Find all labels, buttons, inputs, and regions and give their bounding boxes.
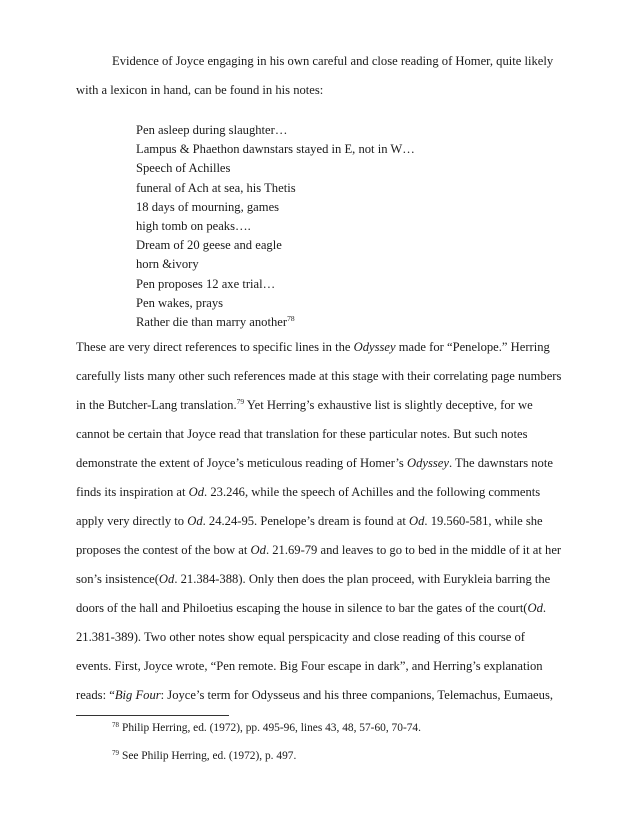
footnote-number: 78 [112,721,119,729]
note-line: Lampus & Phaethon dawnstars stayed in E, not in W… [136,142,415,157]
footnote-ref-78[interactable]: 78 [287,314,295,324]
body-line [76,391,566,420]
text-run: proposes the contest of the bow at [76,543,251,557]
footnote-separator [76,715,229,716]
intro-paragraph [76,47,566,105]
note-line: funeral of Ach at sea, his Thetis [136,180,296,195]
intro-text-1: Evidence of Joyce engaging in his own careful and close reading of Homer, quite likely [112,54,554,68]
text-run: . 23.246, while the speech of Achilles and the following comments [204,485,541,499]
note-line: Pen proposes 12 axe trial… [136,276,276,291]
note-line: Dream of 20 geese and eagle [136,238,282,253]
body-line: carefully lists many other such references made at this stage with their correlating page numbers [76,369,562,383]
italic-title: Odyssey [353,340,396,354]
italic-title: Odyssey [406,456,449,470]
note-line: Speech of Achilles [136,161,231,176]
body-line [76,449,566,478]
note-line: Pen wakes, prays [136,295,224,310]
text-run: . [542,601,547,615]
italic-abbrev: Od [527,601,543,615]
text-run: made for “Penelope.” Herring [395,340,550,354]
italic-abbrev: Od [188,485,205,499]
text-run: finds its inspiration at [76,485,189,499]
text-run: . 21.384-388). Only then does the plan proceed, with Eurykleia barring the [174,572,551,586]
note-line-last [136,313,415,332]
italic-abbrev: Od [187,514,203,528]
body-line [76,507,566,536]
text-run: . 24.24-95. Penelope’s dream is found at [202,514,409,528]
text-run: Yet Herring’s exhaustive list is slightly deceptive, for we [244,398,533,412]
body-line [76,478,566,507]
text-run: reads: “ [76,688,115,702]
note-line: high tomb on peaks…. [136,219,251,234]
note-line: Pen asleep during slaughter… [136,123,288,137]
note-line: horn &ivory [136,257,199,272]
text-run: : Joyce’s term for Odysseus and his three companions, Telemachus, Eumaeus, [160,688,553,702]
body-line [76,681,566,710]
italic-abbrev: Od [250,543,266,557]
footnote-text: See Philip Herring, ed. (1972), p. 497. [122,750,297,762]
body-line [76,565,566,594]
text-run: . 21.69-79 and leaves to go to bed in the middle of it at her [265,543,562,557]
footnote-78 [112,721,421,735]
body-line [76,594,566,623]
body-line: cannot be certain that Joyce read that translation for these particular notes. But such notes [76,427,528,441]
text-run: . 19.560-581, while she [424,514,543,528]
body-line [76,536,566,565]
footnote-ref-79[interactable]: 79 [236,397,245,406]
body-paragraph [76,333,566,710]
body-line: 21.381-389). Two other notes show equal perspicacity and close reading of this course of [76,630,525,644]
body-line: events. First, Joyce wrote, “Pen remote. Big Four escape in dark”, and Herring’s explanation [76,659,543,673]
footnote-79 [112,749,296,763]
intro-line-2: with a lexicon in hand, can be found in his notes: [76,83,324,97]
note-line: 18 days of mourning, games [136,199,280,214]
text-run: in the Butcher-Lang translation. [76,398,237,412]
note-text: Rather die than marry another [136,315,288,330]
text-run: These are very direct references to specific lines in the [76,340,354,354]
footnote-number: 79 [112,749,119,757]
text-run: doors of the hall and Philoetius escaping the house in silence to bar the gates of the court( [76,601,528,615]
italic-term: Big Four [114,688,161,702]
intro-line-1 [76,47,566,76]
body-line [76,333,566,362]
text-run: . The dawnstars note [448,456,553,470]
text-run: apply very directly to [76,514,188,528]
footnote-text: Philip Herring, ed. (1972), pp. 495-96, lines 43, 48, 57-60, 70-74. [122,722,421,734]
italic-abbrev: Od [408,514,425,528]
text-run: demonstrate the extent of Joyce’s meticulous reading of Homer’s [76,456,407,470]
italic-abbrev: Od [158,572,175,586]
text-run: son’s insistence( [76,572,159,586]
notes-block-quote [136,121,415,332]
